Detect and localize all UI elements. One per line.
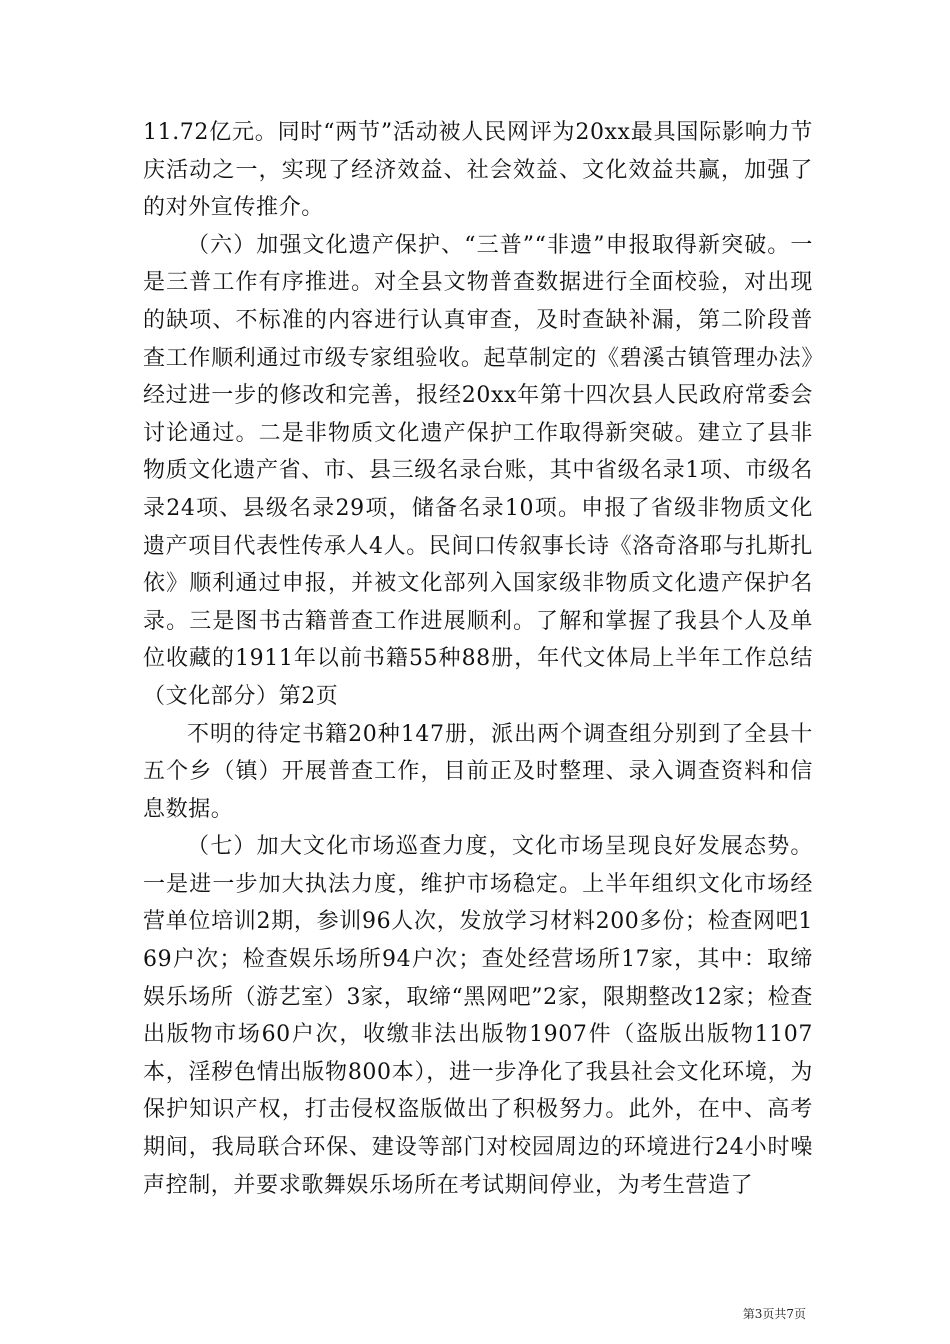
paragraph-heritage-protection: （六）加强文化遗产保护、“三普”“非遗”申报取得新突破。一是三普工作有序推进。对全县文物普查数据进行全面校验，对出现的缺项、不标准的内容进行认真审查，及时查缺补漏，第二阶段普查工作顺利通过市级专家组验收。起草制定的《碧溪古镇管理办法》经过进一步的修改和完善，报经20xx年第十四次县人民政府常委会讨论通过。二是非物质文化遗产保护工作取得新突破。建立了县非物质文化遗产省、市、县三级名录台账，其中省级名录1项、市级名录24项、县级名录29项，储备名录10项。申报了省级非物质文化遗产项目代表性传承人4人。民间口传叙事长诗《洛奇洛耶与扎斯扎依》顺利通过申报，并被文化部列入国家级非物质文化遗产保护名录。三是图书古籍普查工作进展顺利。了解和掌握了我县个人及单位收藏的1911年以前书籍55种88册，年代文体局上半年工作总结（文化部分）第2页 bbox=[143, 232, 813, 709]
document-body bbox=[143, 114, 813, 1204]
page-number: 第3页共7页 bbox=[742, 1307, 806, 1321]
paragraph-market-inspection: （七）加大文化市场巡查力度，文化市场呈现良好发展态势。一是进一步加大执法力度，维护市场稳定。上半年组织文化市场经营单位培训2期，参训96人次，发放学习材料200多份；检查网吧169户次；检查娱乐场所94户次；查处经营场所17家，其中：取缔娱乐场所（游艺室）3家，取缔“黑网吧”2家，限期整改12家；检查出版物市场60户次，收缴非法出版物1907件（盗版出版物1107本，淫秽色情出版物800本），进一步净化了我县社会文化环境，为保护知识产权，打击侵权盗版做出了积极努力。此外，在中、高考期间，我局联合环保、建设等部门对校园周边的环境进行24小时噪声控制，并要求歌舞娱乐场所在考试期间停业，为考生营造了 bbox=[143, 834, 813, 1198]
paragraph-revenue-summary: 11.72亿元。同时“两节”活动被人民网评为20xx最具国际影响力节庆活动之一，实现了经济效益、社会效益、文化效益共赢，加强了的对外宣传推介。 bbox=[143, 120, 813, 221]
paragraph-book-census: 不明的待定书籍20种147册，派出两个调查组分别到了全县十五个乡（镇）开展普查工作，目前正及时整理、录入调查资料和信息数据。 bbox=[143, 721, 813, 822]
